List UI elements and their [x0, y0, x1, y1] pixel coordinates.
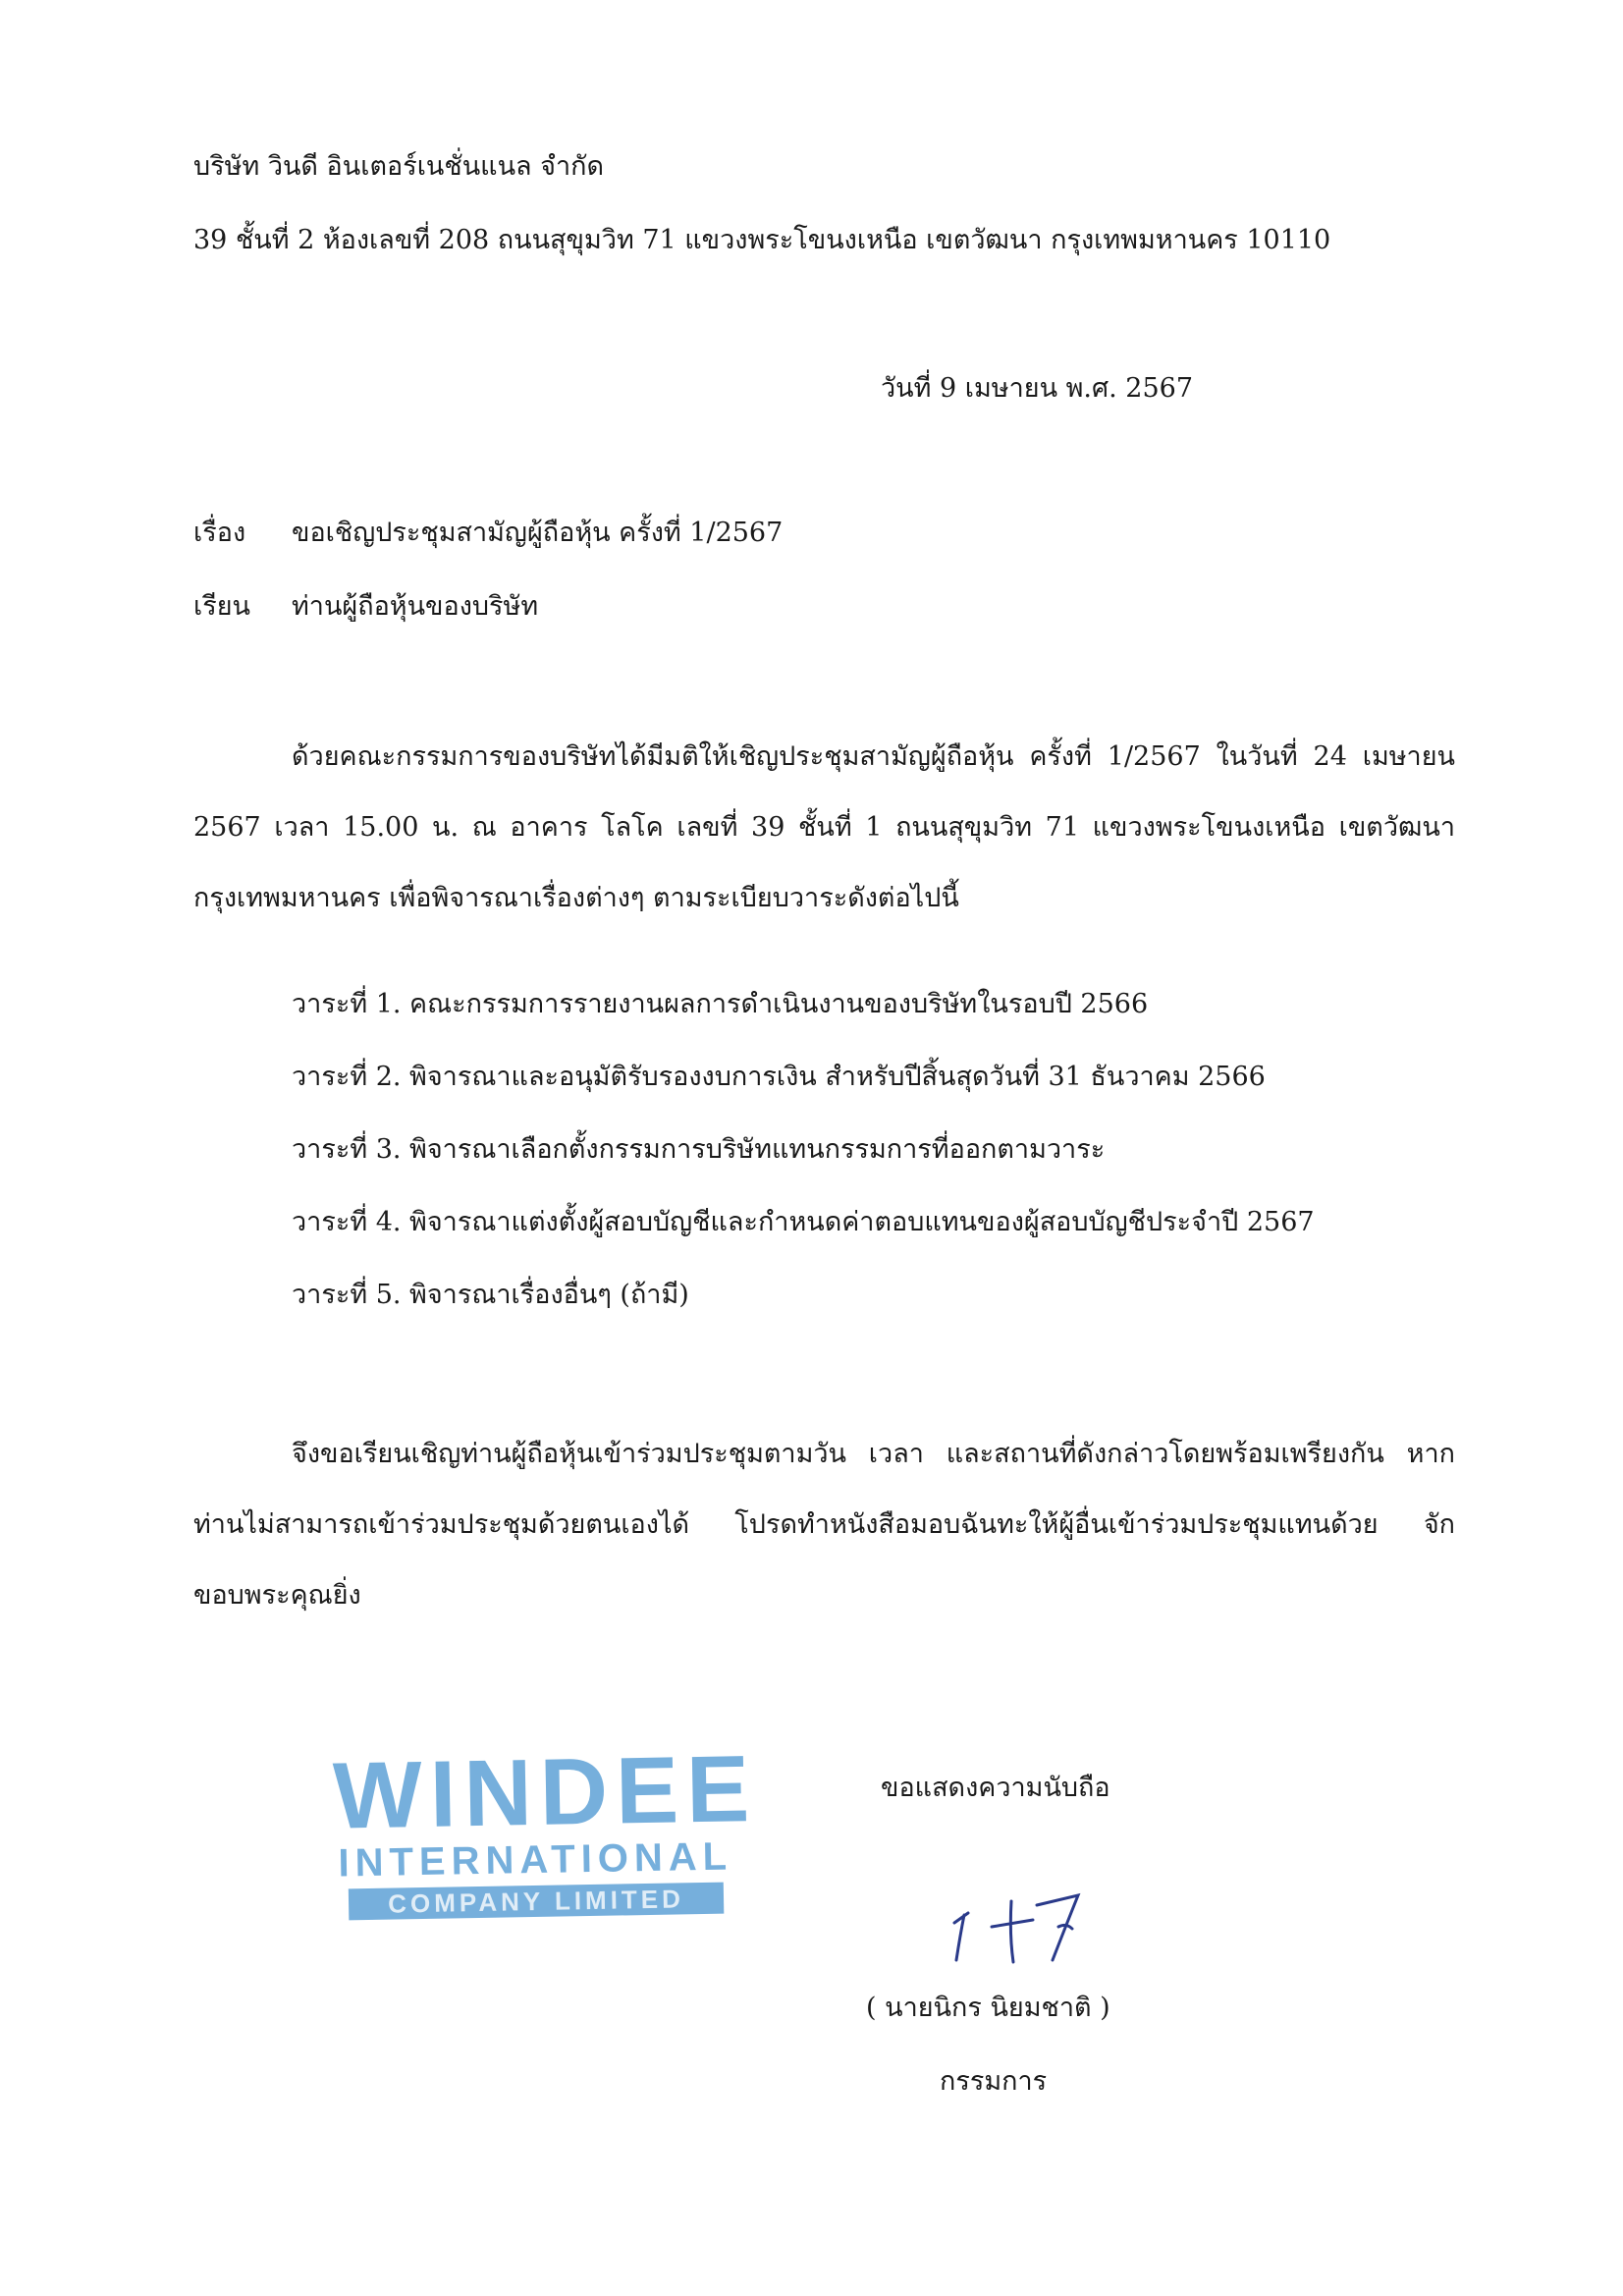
salutation-row [193, 589, 538, 625]
letter-date: วันที่ 9 เมษายน พ.ศ. 2567 [881, 373, 1194, 404]
company-stamp [332, 1736, 759, 1938]
subject-label: เรื่อง [193, 518, 246, 548]
stamp-line-2: INTERNATIONAL [338, 1834, 733, 1886]
intro-paragraph: ด้วยคณะกรรมการของบริษัทได้มีมติให้เชิญประชุมสามัญผู้ถือหุ้น ครั้งที่ 1/2567 ในวันที่ 24 เมษายน 2567 เวลา 15.00 น. ณ อาคาร โลโค เลขที่ 39 ชั้นที่ 1 ถนนสุขุมวิท 71 แขวงพระโขนงเหนือ เขตวัฒนา กรุงเทพมหานคร เพื่อพิจารณาเรื่องต่างๆ ตามระเบียบวาระดังต่อไปนี้ [193, 741, 1455, 913]
signer-title: กรรมการ [940, 2066, 1048, 2097]
handwritten-signature [943, 1866, 1129, 1974]
agenda-item: วาระที่ 5. พิจารณาเรื่องอื่นๆ (ถ้ามี) [292, 1280, 689, 1310]
agenda-item: วาระที่ 1. คณะกรรมการรายงานผลการดำเนินงานของบริษัทในรอบปี 2566 [292, 989, 1149, 1019]
company-address: 39 ชั้นที่ 2 ห้องเลขที่ 208 ถนนสุขุมวิท 71 แขวงพระโขนงเหนือ เขตวัฒนา กรุงเทพมหานคร 10110 [193, 225, 1331, 255]
subject-text: ขอเชิญประชุมสามัญผู้ถือหุ้น ครั้งที่ 1/2567 [292, 518, 784, 548]
salutation-text: ท่านผู้ถือหุ้นของบริษัท [292, 591, 539, 622]
subject-row [193, 516, 783, 551]
signer-name: ( นายนิกร นิยมชาติ ) [866, 1993, 1110, 2023]
stamp-line-3: COMPANY LIMITED [349, 1883, 725, 1921]
salutation-label: เรียน [193, 591, 251, 622]
agenda-item: วาระที่ 2. พิจารณาและอนุมัติรับรองงบการเงิน สำหรับปีสิ้นสุดวันที่ 31 ธันวาคม 2566 [292, 1062, 1266, 1092]
company-name: บริษัท วินดี อินเตอร์เนชั่นแนล จำกัด [193, 151, 605, 182]
closing-paragraph: จึงขอเรียนเชิญท่านผู้ถือหุ้นเข้าร่วมประชุมตามวัน เวลา และสถานที่ดังกล่าวโดยพร้อมเพรียงกัน หากท่านไม่สามารถเข้าร่วมประชุมด้วยตนเองได้ โปรดทำหนังสือมอบฉันทะให้ผู้อื่นเข้าร่วมประชุมแทนด้วย จักขอบพระคุณยิ่ง [193, 1439, 1455, 1611]
agenda-item: วาระที่ 3. พิจารณาเลือกตั้งกรรมการบริษัทแทนกรรมการที่ออกตามวาระ [292, 1134, 1106, 1165]
regards-text: ขอแสดงความนับถือ [881, 1773, 1110, 1803]
agenda-item: วาระที่ 4. พิจารณาแต่งตั้งผู้สอบบัญชีและกำหนดค่าตอบแทนของผู้สอบบัญชีประจำปี 2567 [292, 1207, 1315, 1237]
agenda-list [292, 987, 1315, 1350]
stamp-line-1: WINDEE [332, 1736, 759, 1849]
